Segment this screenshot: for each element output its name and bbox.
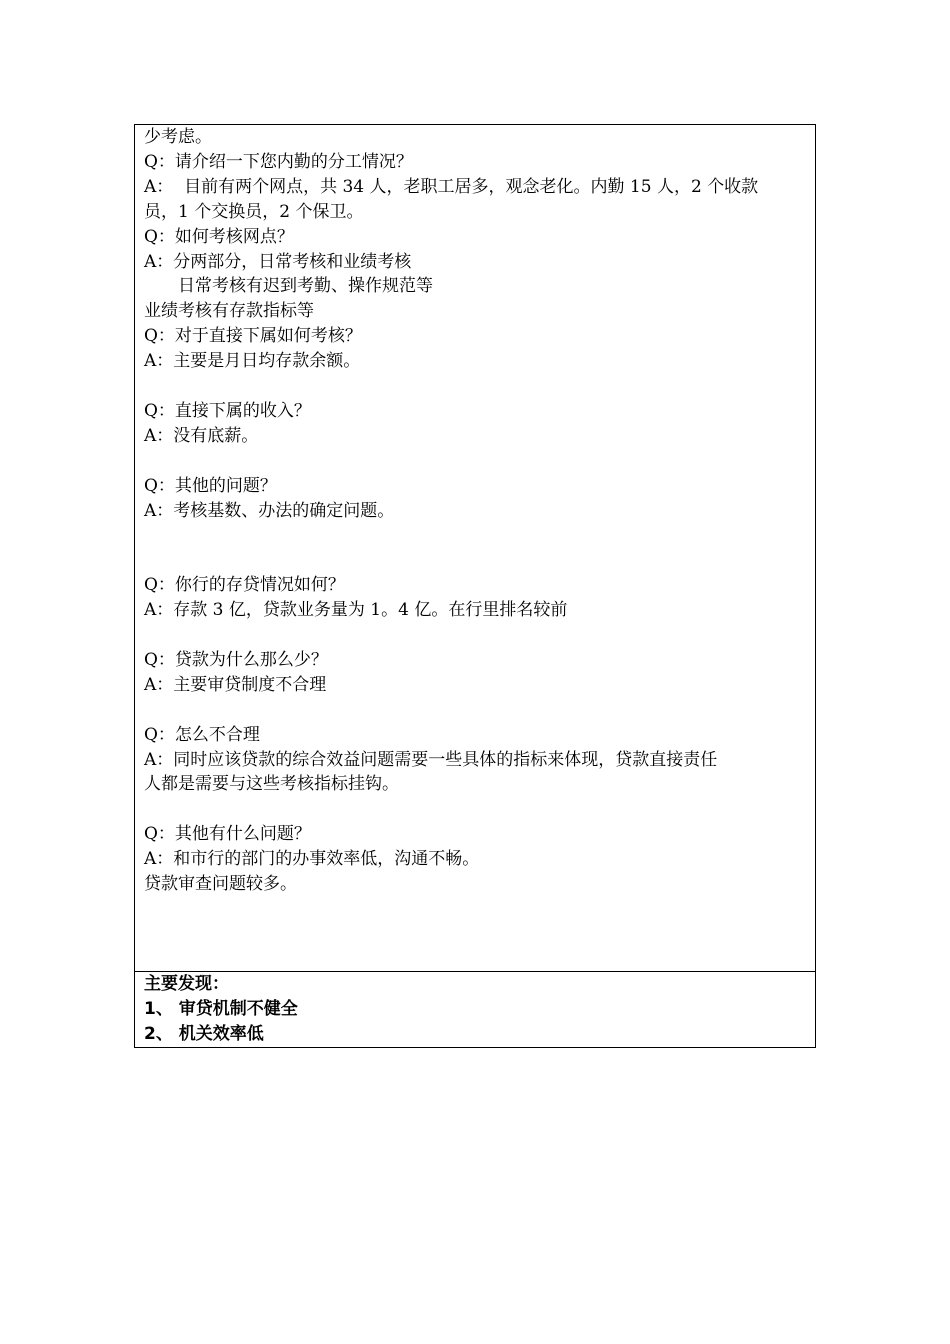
note-line: 少考虑。 xyxy=(144,127,212,147)
note-line: Q：你行的存贷情况如何？ xyxy=(144,575,345,596)
blank-line xyxy=(144,523,809,548)
note-line: A：和市行的部门的办事效率低，沟通不畅。 xyxy=(144,849,480,870)
note-line: A：主要是月日均存款余额。 xyxy=(144,351,361,372)
note-line: A： 目前有两个网点，共 34 人，老职工居多，观念老化。内勤 15 人，2 个收款 xyxy=(144,176,759,197)
blank-line xyxy=(144,698,809,723)
interview-table xyxy=(134,124,816,1048)
blank-line xyxy=(144,449,809,474)
blank-line xyxy=(144,374,809,399)
note-line: A：分两部分，日常考核和业绩考核 xyxy=(144,251,412,272)
findings-heading: 主要发现： xyxy=(144,974,229,994)
findings-cell xyxy=(135,972,815,1047)
blank-line xyxy=(144,623,809,648)
note-line: A：同时应该贷款的综合效益问题需要一些具体的指标来体现，贷款直接责任 xyxy=(144,749,718,770)
note-line: 贷款审查问题较多。 xyxy=(144,874,297,895)
note-line: 员，1 个交换员，2 个保卫。 xyxy=(144,201,364,222)
finding-item: 2、 机关效率低 xyxy=(144,1023,264,1044)
note-line: A：存款 3 亿，贷款业务量为 1。4 亿。在行里排名较前 xyxy=(144,600,568,621)
interview-notes-cell xyxy=(135,125,815,972)
note-line: 日常考核有迟到考勤、操作规范等 xyxy=(178,276,433,297)
note-line: A：主要审贷制度不合理 xyxy=(144,674,327,695)
note-line: Q：对于直接下属如何考核？ xyxy=(144,326,362,347)
note-line: A：考核基数、办法的确定问题。 xyxy=(144,500,395,521)
blank-line xyxy=(144,797,809,822)
note-line: Q：请介绍一下您内勤的分工情况？ xyxy=(144,151,413,172)
note-line: Q：怎么不合理 xyxy=(144,724,260,745)
note-line: Q：直接下属的收入？ xyxy=(144,400,311,421)
note-line: 人都是需要与这些考核指标挂钩。 xyxy=(144,774,399,795)
finding-item: 1、 审贷机制不健全 xyxy=(144,998,298,1019)
note-line: Q：贷款为什么那么少？ xyxy=(144,649,328,670)
blank-line xyxy=(144,548,809,573)
note-line: Q：如何考核网点？ xyxy=(144,226,294,247)
note-line: A：没有底薪。 xyxy=(144,425,259,446)
note-line: 业绩考核有存款指标等 xyxy=(144,301,314,322)
note-line: Q：其他的问题？ xyxy=(144,475,277,496)
note-line: Q：其他有什么问题？ xyxy=(144,824,311,845)
